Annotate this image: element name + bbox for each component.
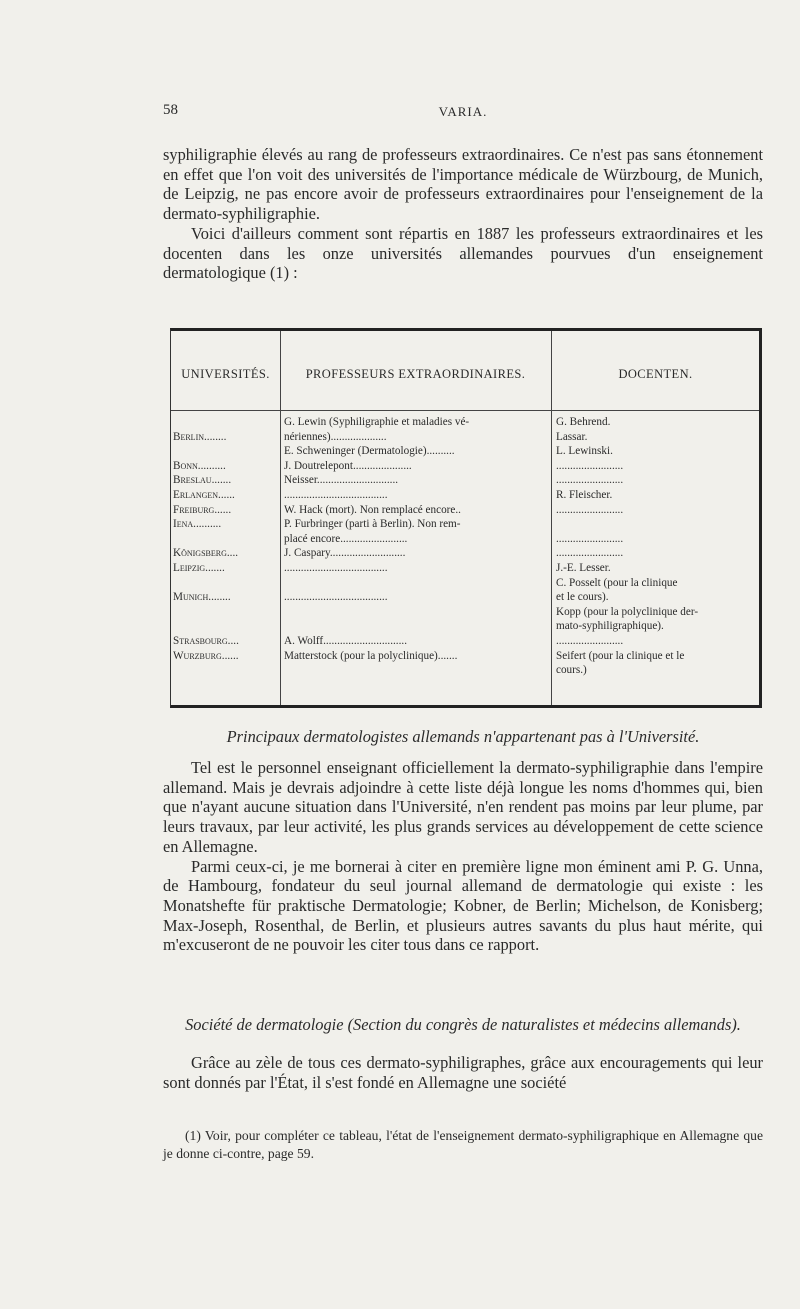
table-cell: J. Caspary........................... [284,547,406,560]
table-row [171,649,759,664]
table-cell: Breslau....... [173,474,232,487]
table-row [171,590,759,605]
table-header-universites: UNIVERSITÉS. [181,367,270,381]
table-header-docenten: DOCENTEN. [618,367,693,381]
table-cell: Munich........ [173,591,231,604]
table-row [171,444,759,459]
table-cell: Erlangen...... [173,489,235,501]
table-cell: E. Schweninger (Dermatologie).......... [284,445,455,458]
table-cell: cours.) [556,664,587,677]
table-cell: L. Lewinski. [556,445,613,458]
table-row [171,576,759,591]
table-cell: ..................................... [284,562,388,574]
table-cell: mato-syphiligraphique). [556,620,664,633]
table-cell: Matterstock (pour la polyclinique)....... [284,649,458,662]
table-cell: P. Furbringer (parti à Berlin). Non rem- [284,518,461,531]
table-cell: ........................ [556,503,624,516]
table-row [171,415,759,430]
page-number: 58 [163,102,178,118]
intro-text [163,145,763,283]
table-row [171,561,759,576]
table-row [171,532,759,547]
table-row [171,634,759,649]
table-cell: nériennes).................... [284,430,387,443]
table-row [171,488,759,503]
table-cell: Leipzig....... [173,562,225,574]
table-row [171,663,759,678]
table-row [171,430,759,445]
table-cell: C. Posselt (pour la clinique [556,576,678,589]
table-cell: Königsberg.... [173,547,239,560]
table-cell: ..................................... [284,591,388,604]
table-cell: Seifert (pour la clinique et le [556,649,685,662]
table-header-rule [171,410,759,411]
table-cell: Freiburg...... [173,503,232,516]
section-heading: Principaux dermatologistes allemands n'appartenant pas à l'Université. [226,727,700,746]
footnote: (1) Voir, pour compléter ce tableau, l'état de l'enseignement dermato-syphiligraphique en Allemagne que je donne ci-contre, page 59. [163,1128,763,1161]
table-cell: ........................ [556,532,624,545]
paragraph: Parmi ceux-ci, je me bornerai à citer en première ligne mon éminent ami P. G. Unna, de Hambourg, fondateur du seul journal allemand de dermatologie qui existe : les Monatshefte für praktische Dermatologie; Kobner, de Berlin; Michelson, de Konisberg; Max-Joseph, Rosenthal, de Berlin, et plusieurs autres savants du plus haut mérite, qui m'excuseront de ne pouvoir les citer tous dans ce rapport. [163,856,763,955]
page-header [163,102,763,124]
table-cell: Berlin........ [173,430,227,443]
table-cell: et le cours). [556,591,609,604]
table-cell: A. Wolff.............................. [284,635,407,647]
table-row [171,546,759,561]
table-header-professeurs: PROFESSEURS EXTRAORDINAIRES. [305,367,526,381]
table-cell: R. Fleischer. [556,489,613,501]
table-row [171,517,759,532]
universities-table [170,328,762,708]
body-text-bottom [163,1053,763,1092]
table-row [171,619,759,634]
table-cell: Bonn.......... [173,459,226,472]
table-cell: J. Doutrelepont..................... [284,459,412,472]
table-row [171,503,759,518]
table-row [171,473,759,488]
table-cell: Iena.......... [173,518,222,531]
table-cell: ........................ [556,635,624,647]
table-cell: Wurzburg...... [173,649,239,662]
table-cell: Neisser............................. [284,474,399,487]
table-cell: G. Lewin (Syphiligraphie et maladies vé- [284,416,470,428]
table-cell: ........................ [556,474,624,487]
table-cell: Lassar. [556,430,588,443]
table-cell: W. Hack (mort). Non remplacé encore.. [284,503,461,516]
table-cell: Strasbourg.... [173,635,239,647]
paragraph: syphiligraphie élevés au rang de professeurs extraordinaires. Ce n'est pas sans étonnement en effet que l'on voit des universités de l'importance médicale de Würzbourg, de Munich, de Leipzig, ne pas encore avoir de professeurs extraordinaires pour l'enseignement de la dermato-syphiligraphie. [163,145,763,224]
paragraph: Tel est le personnel enseignant officiellement la dermato-syphiligraphie dans l'empire allemand. Mais je devrais adjoindre à cette liste déjà longue les noms d'hommes qui, bien que n'ayant aucune situation dans l'Université, n'en rendent pas moins par leur plume, par leurs travaux, par leur activité, les plus grands services au développement de cette science en Allemagne. [163,758,763,856]
table-cell: G. Behrend. [556,416,611,428]
table-cell: ..................................... [284,489,388,501]
body-text [163,758,763,955]
paragraph: Grâce au zèle de tous ces dermato-syphiligraphes, grâce aux encouragements qui leur sont donnés par l'État, il s'est fondé en Allemagne une société [163,1053,763,1092]
paragraph: Voici d'ailleurs comment sont répartis en 1887 les professeurs extraordinaires et les docenten dans les onze universités allemandes pourvues d'un enseignement dermatologique (1) : [163,223,763,283]
running-title: VARIA. [438,104,488,119]
table-row [171,459,759,474]
table-cell: Kopp (pour la polyclinique der- [556,605,699,618]
table-cell: ........................ [556,547,624,560]
table-cell: J.-E. Lesser. [556,562,611,574]
table-cell: ........................ [556,459,624,472]
table-row [171,605,759,620]
section-heading: Société de dermatologie (Section du congrès de naturalistes et médecins allemands). [185,1015,741,1034]
table-cell: placé encore........................ [284,532,408,545]
